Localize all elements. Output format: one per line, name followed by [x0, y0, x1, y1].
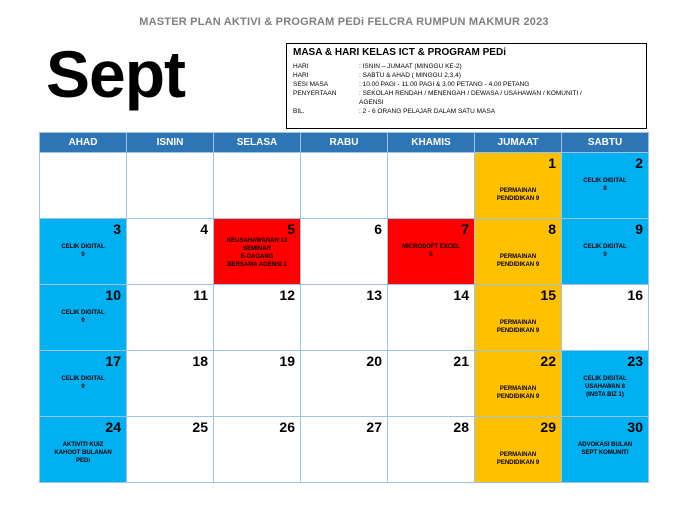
event-label: CELIK DIGITAL 9: [583, 244, 627, 258]
day-number: 28: [453, 419, 469, 435]
info-value: : 10.00 PAGI - 11.00 PAGI & 3.00 PETANG - 4.00 PETANG: [359, 81, 530, 88]
info-row: [293, 71, 640, 80]
day-number: 9: [635, 221, 643, 237]
day-cell-13: [301, 285, 388, 351]
day-cell-30: [562, 417, 649, 483]
calendar-week-row: [40, 285, 649, 351]
class-info-box: [286, 43, 647, 129]
day-number: 25: [192, 419, 208, 435]
weekday-header-row: [40, 133, 649, 153]
day-cell-17: [40, 351, 127, 417]
calendar-week-row: [40, 153, 649, 219]
day-number: 26: [279, 419, 295, 435]
event-label: CELIK DIGITAL 8: [583, 178, 627, 192]
calendar-grid: [39, 132, 649, 483]
event-label: MICROSOFT EXCEL 5: [402, 244, 460, 258]
event-label: KEUSAHAWANAN 13 SEMINAR E-DAGANG BERSAMA AGENSI 1: [226, 238, 288, 268]
day-number: 20: [366, 353, 382, 369]
info-rows: [293, 62, 640, 116]
empty-day-cell: [40, 153, 127, 219]
event-label: PERMAINAN PENDIDIKAN 9: [496, 320, 540, 334]
day-cell-8: [475, 219, 562, 285]
info-value: : SEKOLAH RENDAH / MENENGAH / DEWASA / USAHAWAN / KOMUNITI / AGENSI: [359, 90, 582, 106]
day-number: 29: [540, 419, 556, 435]
day-number: 5: [287, 221, 295, 237]
month-heading: Sept: [46, 37, 186, 111]
day-number: 22: [540, 353, 556, 369]
calendar-body: [40, 153, 649, 483]
event-label: CELIK DIGITAL 9: [61, 376, 105, 390]
day-number: 16: [627, 287, 643, 303]
document-title: MASTER PLAN AKTIVI & PROGRAM PEDi FELCRA RUMPUN MAKMUR 2023: [139, 16, 549, 28]
day-cell-10: [40, 285, 127, 351]
calendar-week-row: [40, 219, 649, 285]
empty-day-cell: [214, 153, 301, 219]
day-number: 15: [540, 287, 556, 303]
day-cell-9: [562, 219, 649, 285]
event-label: CELIK DIGITAL 9: [61, 310, 105, 324]
day-cell-22: [475, 351, 562, 417]
day-cell-26: [214, 417, 301, 483]
day-cell-14: [388, 285, 475, 351]
day-number: 24: [105, 419, 121, 435]
day-number: 12: [279, 287, 295, 303]
day-cell-28: [388, 417, 475, 483]
calendar-week-row: [40, 351, 649, 417]
weekday-header-khamis: KHAMIS: [388, 133, 475, 153]
day-cell-15: [475, 285, 562, 351]
day-number: 2: [635, 155, 643, 171]
day-number: 13: [366, 287, 382, 303]
weekday-header-jumaat: JUMAAT: [475, 133, 562, 153]
info-key: BIL.: [293, 108, 305, 115]
info-row: [293, 80, 640, 89]
weekday-header-isnin: ISNIN: [127, 133, 214, 153]
empty-day-cell: [301, 153, 388, 219]
weekday-header-ahad: AHAD: [40, 133, 127, 153]
event-label: CELIK DIGITAL USAHAWAN 8 (INSTA BIZ 1): [583, 376, 627, 398]
event-label: PERMAINAN PENDIDIKAN 9: [496, 188, 540, 202]
event-label: PERMAINAN PENDIDIKAN 9: [496, 254, 540, 268]
day-cell-29: [475, 417, 562, 483]
info-key: SESI MASA: [293, 81, 329, 88]
info-box-title: MASA & HARI KELAS ICT & PROGRAM PEDi: [293, 47, 506, 58]
day-number: 19: [279, 353, 295, 369]
day-cell-1: [475, 153, 562, 219]
day-number: 14: [453, 287, 469, 303]
day-cell-24: [40, 417, 127, 483]
weekday-header-selasa: SELASA: [214, 133, 301, 153]
weekday-header-rabu: RABU: [301, 133, 388, 153]
day-cell-4: [127, 219, 214, 285]
day-number: 11: [193, 287, 208, 303]
day-cell-18: [127, 351, 214, 417]
day-cell-11: [127, 285, 214, 351]
empty-day-cell: [127, 153, 214, 219]
info-value: : 2 - 6 ORANG PELAJAR DALAM SATU MASA: [359, 108, 496, 115]
day-cell-12: [214, 285, 301, 351]
day-number: 8: [548, 221, 556, 237]
empty-day-cell: [388, 153, 475, 219]
day-cell-27: [301, 417, 388, 483]
day-cell-23: [562, 351, 649, 417]
day-cell-7: [388, 219, 475, 285]
event-label: AKTIVITI KUIZ KAHOOT BULANAN PEDi: [54, 442, 112, 464]
info-value: : ISNIN – JUMAAT (MINGGU KE-2): [359, 63, 462, 70]
day-cell-20: [301, 351, 388, 417]
event-label: CELIK DIGITAL 9: [61, 244, 105, 258]
day-cell-19: [214, 351, 301, 417]
day-number: 17: [105, 353, 121, 369]
day-number: 30: [627, 419, 643, 435]
day-cell-2: [562, 153, 649, 219]
day-cell-25: [127, 417, 214, 483]
info-key: HARI: [293, 72, 309, 79]
day-number: 21: [453, 353, 469, 369]
calendar-week-row: [40, 417, 649, 483]
day-number: 7: [461, 221, 469, 237]
event-label: ADVOKASI BULAN SEPT KOMUNITI: [577, 442, 633, 456]
day-cell-3: [40, 219, 127, 285]
info-row: [293, 62, 640, 71]
day-number: 1: [548, 155, 556, 171]
day-cell-16: [562, 285, 649, 351]
day-number: 3: [113, 221, 121, 237]
info-row: [293, 89, 640, 107]
day-number: 18: [192, 353, 208, 369]
weekday-header-sabtu: SABTU: [562, 133, 649, 153]
info-key: HARI: [293, 63, 309, 70]
day-cell-21: [388, 351, 475, 417]
day-number: 23: [627, 353, 643, 369]
event-label: PERMAINAN PENDIDIKAN 9: [496, 452, 540, 466]
day-cell-6: [301, 219, 388, 285]
day-number: 10: [105, 287, 121, 303]
event-label: PERMAINAN PENDIDIKAN 9: [496, 386, 540, 400]
info-key: PENYERTAAN: [293, 90, 337, 97]
day-number: 27: [366, 419, 382, 435]
day-number: 4: [200, 221, 208, 237]
day-number: 6: [374, 221, 382, 237]
day-cell-5: [214, 219, 301, 285]
info-value: : SABTU & AHAD ( MINGGU 2,3,4): [359, 72, 461, 79]
info-row: [293, 107, 640, 116]
